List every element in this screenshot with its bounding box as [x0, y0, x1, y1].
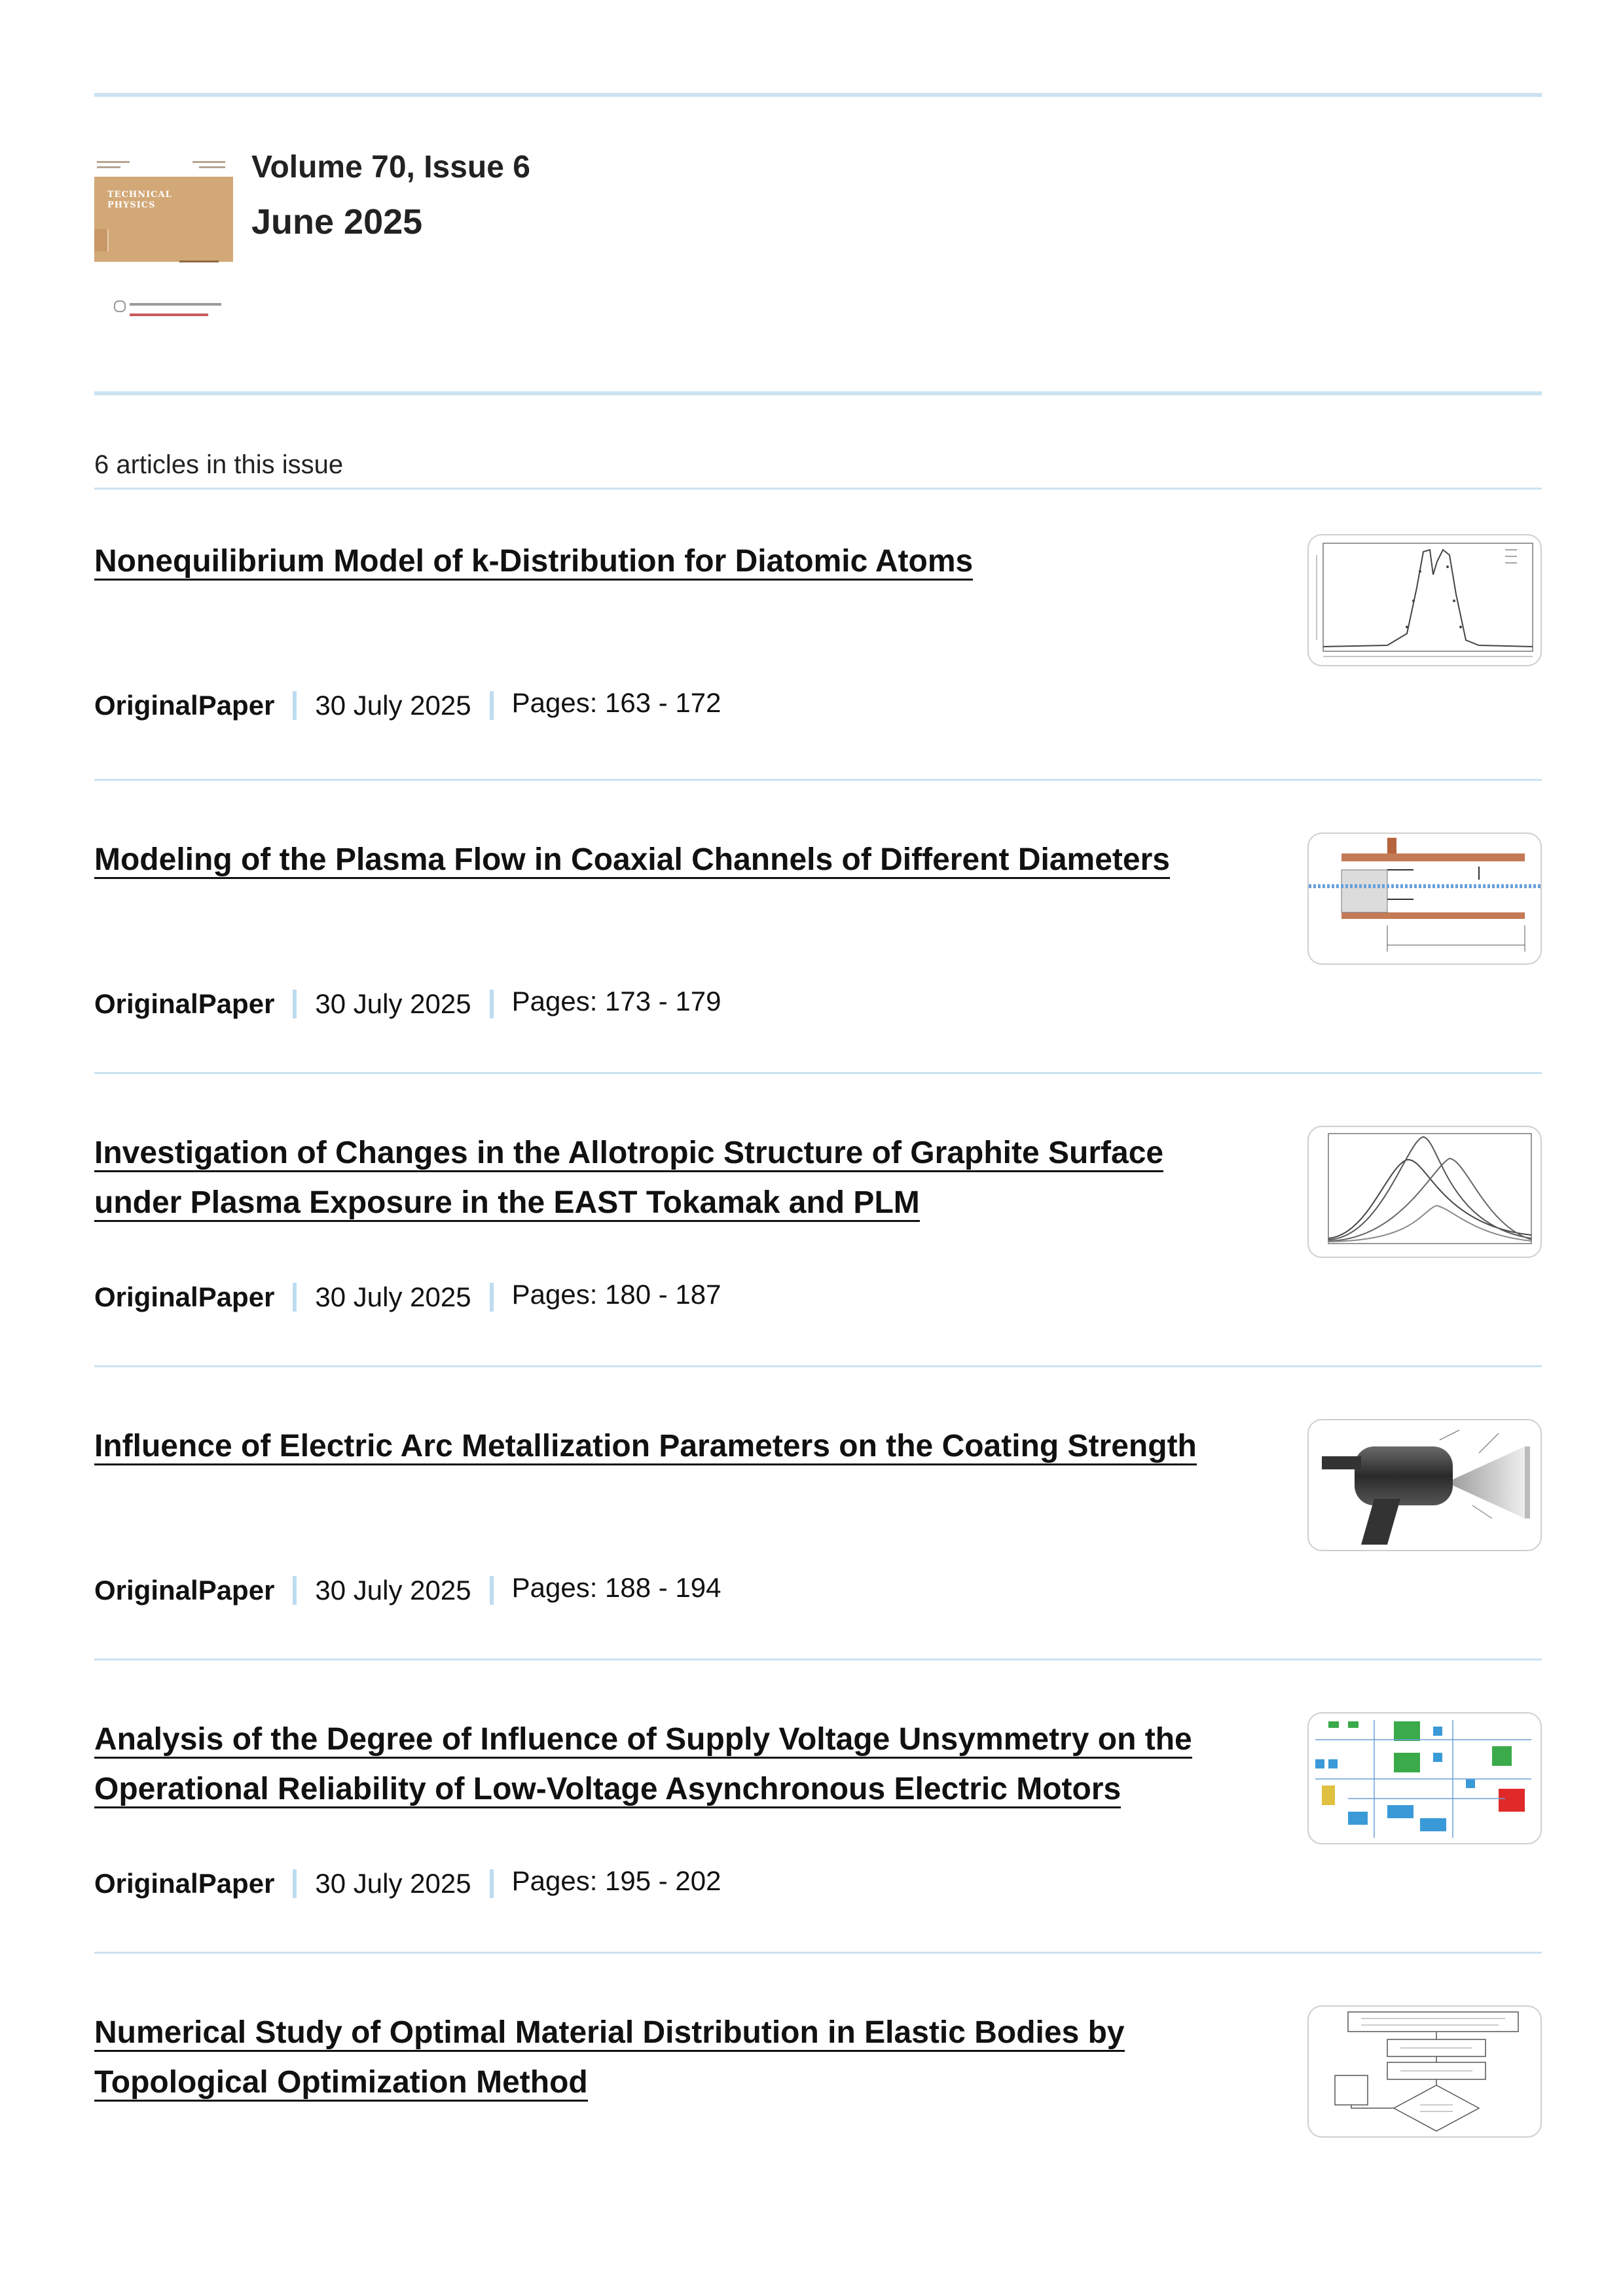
meta-separator — [293, 691, 297, 720]
flowchart-thumbnail[interactable] — [1307, 2005, 1542, 2138]
list-divider — [94, 1365, 1542, 1367]
article-pages: Pages: 195 - 202 — [511, 1865, 721, 1896]
issue-volume: Volume 70, Issue 6 — [251, 150, 530, 185]
meta-separator — [293, 1283, 297, 1312]
article-date: 30 July 2025 — [315, 988, 471, 1019]
issue-cover-image[interactable] — [94, 157, 233, 334]
article-title-link[interactable]: Modeling of the Plasma Flow in Coaxial Channels of Different Diameters — [94, 842, 1170, 879]
article-item — [94, 490, 1542, 788]
cover-journal-name: TECHNICAL PHYSICS — [107, 190, 172, 210]
meta-separator — [490, 990, 494, 1018]
header-divider — [94, 391, 1542, 395]
article-title — [94, 1422, 1247, 1471]
cover-bar — [179, 260, 219, 262]
article-item — [94, 1374, 1542, 1673]
list-divider — [94, 1659, 1542, 1660]
meta-separator — [490, 1576, 494, 1605]
meta-separator — [490, 1283, 494, 1312]
issue-date: June 2025 — [251, 202, 423, 242]
article-title-link[interactable]: Numerical Study of Optimal Material Distribution in Elastic Bodies by Topological Optimization Method — [94, 2015, 1125, 2102]
cover-header — [94, 157, 233, 177]
article-pages: Pages: 188 - 194 — [511, 1572, 721, 1603]
article-type: OriginalPaper — [94, 1575, 275, 1605]
article-title-link[interactable]: Analysis of the Degree of Influence of Supply Voltage Unsymmetry on the Operational Reliability of Low-Voltage Asynchronous Electric Motors — [94, 1722, 1192, 1808]
article-title — [94, 2008, 1247, 2108]
article-type: OriginalPaper — [94, 1282, 275, 1312]
article-pages: Pages: 173 - 179 — [511, 986, 721, 1016]
publisher-logo — [114, 298, 225, 324]
article-type: OriginalPaper — [94, 690, 275, 721]
article-title-link[interactable]: Investigation of Changes in the Allotropic Structure of Graphite Surface under Plasma Exposure in the EAST Tokamak and PLM — [94, 1136, 1163, 1222]
article-date: 30 July 2025 — [315, 1868, 471, 1899]
article-item — [94, 1961, 1542, 2259]
article-date: 30 July 2025 — [315, 1575, 471, 1605]
article-title — [94, 537, 1247, 586]
article-title-link[interactable]: Nonequilibrium Model of k-Distribution for Diatomic Atoms — [94, 544, 973, 581]
article-item — [94, 1081, 1542, 1380]
meta-separator — [293, 1576, 297, 1605]
article-item — [94, 1668, 1542, 1966]
article-item — [94, 788, 1542, 1086]
channel-schematic-thumbnail[interactable] — [1307, 833, 1542, 965]
article-date: 30 July 2025 — [315, 690, 471, 721]
article-meta — [94, 1278, 721, 1317]
article-pages: Pages: 163 - 172 — [511, 687, 721, 718]
article-meta — [94, 1571, 721, 1610]
article-count: 6 articles in this issue — [94, 450, 344, 479]
block-diagram-thumbnail[interactable] — [1307, 1712, 1542, 1844]
spray-gun-thumbnail[interactable] — [1307, 1419, 1542, 1551]
meta-separator — [293, 990, 297, 1018]
article-title — [94, 835, 1247, 885]
spectra-plot-thumbnail[interactable] — [1307, 1126, 1542, 1258]
article-title — [94, 1128, 1247, 1228]
article-pages: Pages: 180 - 187 — [511, 1279, 721, 1310]
list-divider — [94, 1072, 1542, 1074]
cover-tab — [94, 229, 109, 251]
meta-separator — [490, 1869, 494, 1898]
article-meta — [94, 1864, 721, 1903]
list-divider — [94, 1952, 1542, 1954]
line-plot-thumbnail[interactable] — [1307, 534, 1542, 666]
article-type: OriginalPaper — [94, 1868, 275, 1899]
list-divider — [94, 779, 1542, 781]
meta-separator — [293, 1869, 297, 1898]
meta-separator — [490, 691, 494, 720]
article-meta — [94, 686, 721, 725]
article-title — [94, 1715, 1247, 1814]
article-title-link[interactable]: Influence of Electric Arc Metallization Parameters on the Coating Strength — [94, 1429, 1197, 1465]
top-divider — [94, 93, 1542, 97]
article-type: OriginalPaper — [94, 988, 275, 1019]
article-meta — [94, 984, 721, 1024]
article-date: 30 July 2025 — [315, 1282, 471, 1312]
